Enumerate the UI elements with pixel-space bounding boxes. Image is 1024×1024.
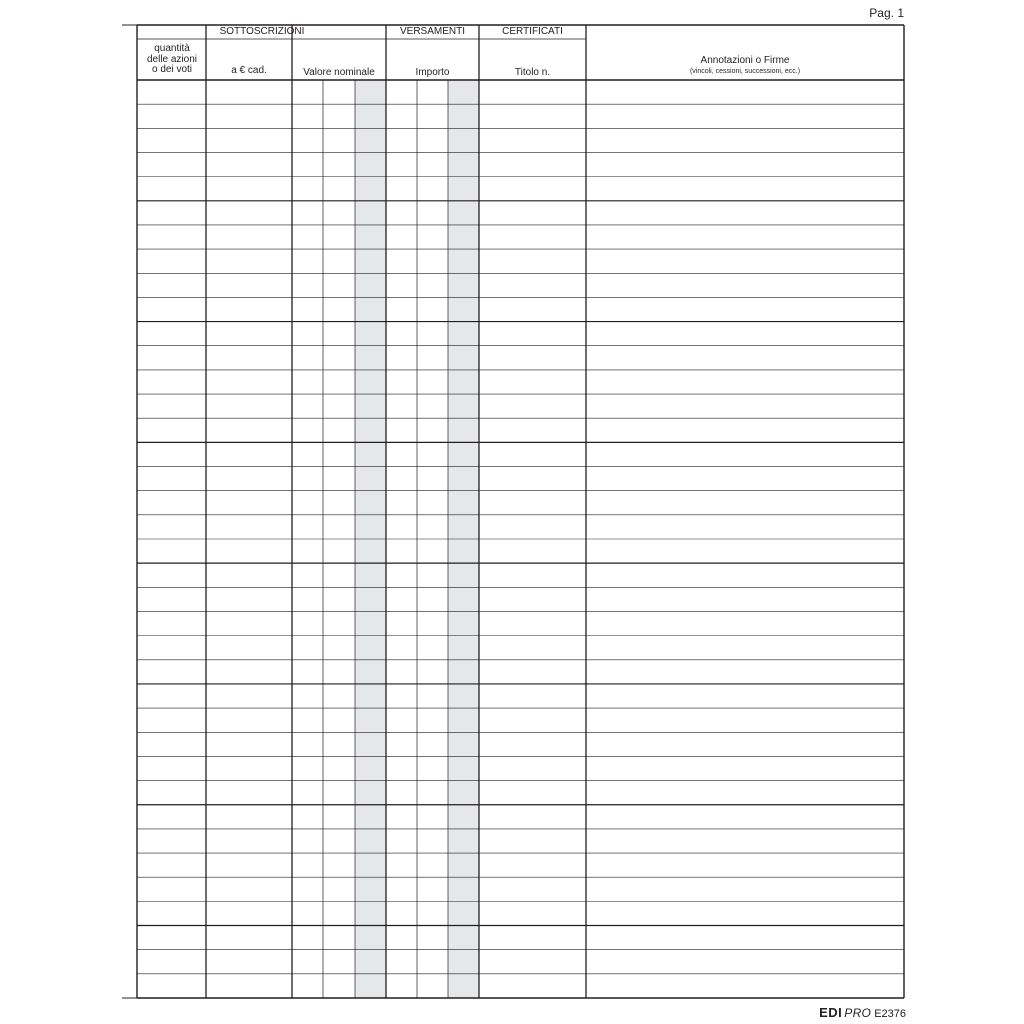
- model-code: E2376: [874, 1008, 906, 1020]
- page-number: Pag. 1: [869, 6, 904, 20]
- brand-logo-edi: EDI: [819, 1005, 843, 1020]
- header-quantita-line3: o dei voti: [151, 64, 193, 75]
- header-titolo-n: Titolo n.: [514, 67, 551, 78]
- footer-brand: [819, 1005, 906, 1020]
- header-importo: Importo: [415, 67, 450, 78]
- header-quantita-line2: delle azioni: [146, 53, 198, 65]
- header-valore-nominale: Valore nominale: [303, 67, 375, 78]
- header-a-euro-cad: a € cad.: [231, 65, 267, 76]
- header-certificati: CERTIFICATI: [502, 26, 563, 37]
- header-sottoscrizioni: SOTTOSCRIZIONI: [219, 26, 305, 37]
- header-annotazioni-note: (vincoli, cessioni, successioni, ecc.): [689, 68, 801, 75]
- brand-logo-pro: PRO: [844, 1006, 872, 1020]
- header-quantita-line1: quantità: [154, 43, 190, 54]
- header-versamenti: VERSAMENTI: [399, 26, 465, 37]
- header-annotazioni: Annotazioni o Firme: [700, 55, 790, 66]
- header-quantita: [138, 44, 206, 76]
